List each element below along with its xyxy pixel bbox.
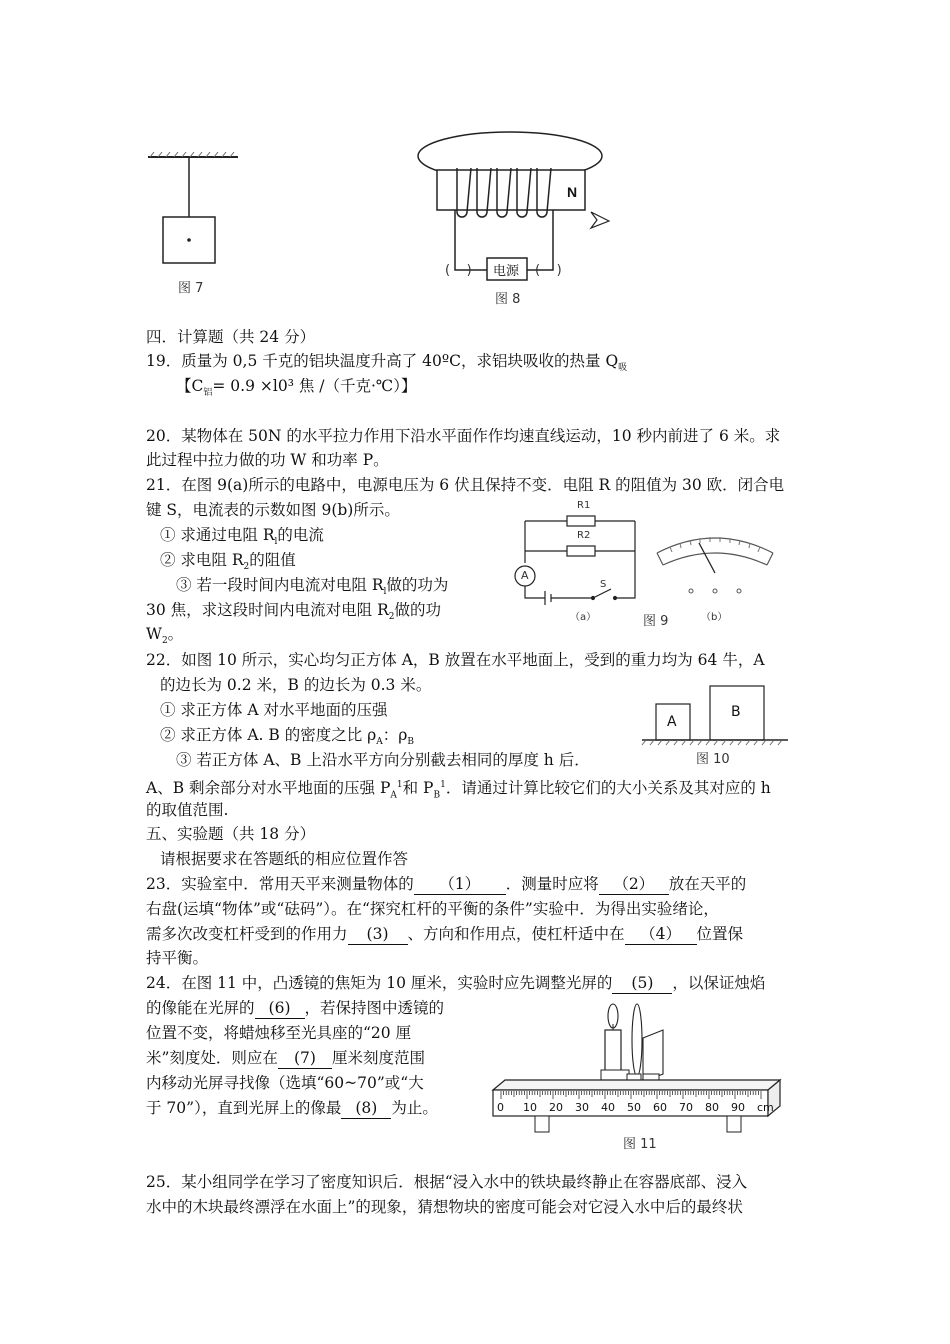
q24-line4: 米”刻度处．则应在 (7) 厘米刻度范围 — [146, 1049, 425, 1067]
bench-tick-label: cm — [757, 1101, 774, 1114]
q24-line1: 24．在图 11 中，凸透镜的焦矩为 10 厘米，实验时应先调整光屏的 (5) ，以保证烛焰 — [146, 974, 766, 992]
q22-item2: ② 求正方体 A. B 的密度之比 $\rho_A$：$\rho_B$ — [160, 726, 415, 748]
answer-blank-5[interactable]: (5) — [612, 973, 672, 994]
figure-8-right-paren: ( ) — [535, 263, 562, 278]
q25-line1: 25．某小组同学在学习了密度知识后．根据“浸入水中的铁块最终静止在容器底部、浸入 — [146, 1173, 748, 1191]
q21-line2: 键 S，电流表的示数如图 9(b)所示。 — [146, 501, 400, 519]
q21-item3-end: $W_2$。 — [146, 625, 184, 647]
figure-8-caption: 图 8 — [495, 292, 521, 307]
figure-9-r2-label: R2 — [577, 530, 591, 541]
bench-tick-label: 40 — [601, 1101, 615, 1114]
q23-line1: 23．实验室中．常用天平来测量物体的 （1） ．测量时应将 （2） 放在天平的 — [146, 875, 747, 893]
bench-tick-label: 20 — [549, 1101, 563, 1114]
q24-line5: 内移动光屏寻找像（选填“60~70”或“大 — [146, 1074, 424, 1092]
q19-line1: 19．质量为 0,5 千克的铝块温度升高了 40ºC，求铝块吸收的热量 $Q_吸$ — [146, 352, 628, 374]
q21-line1: 21．在图 9(a)所示的电路中，电源电压为 6 伏且保持不变．电阻 R 的阻值为 30 欧．闭合电 — [146, 476, 785, 494]
bench-tick-label: 80 — [705, 1101, 719, 1114]
answer-blank-3[interactable]: (3) — [348, 924, 408, 945]
figure-9-switch-label: S — [600, 579, 607, 590]
q22-line2: 的边长为 0.2 米，B 的边长为 0.3 米。 — [160, 676, 432, 694]
figure-10-a-label: A — [667, 714, 677, 730]
figure-10-caption: 图 10 — [696, 752, 730, 767]
bench-tick-label: 10 — [523, 1101, 537, 1114]
bench-tick-label: 90 — [731, 1101, 745, 1114]
figure-8-n-pole: N — [567, 184, 578, 200]
section-4-title: 四．计算题（共 24 分） — [146, 328, 316, 346]
answer-blank-4[interactable]: （4） — [625, 924, 697, 945]
section-5-title: 五、实验题（共 18 分） — [146, 825, 316, 843]
q22-line-last: 的取值范围. — [146, 801, 229, 819]
q21-item2: ② 求电阻 $R_2$的阻值 — [160, 551, 296, 573]
answer-blank-2[interactable]: （2） — [599, 874, 669, 895]
q23-line3: 需多次改变杠杆受到的作用力 (3) 、方向和作用点，使杠杆适中在 （4） 位置保 — [146, 925, 744, 943]
q24-line6: 于 70”），直到光屏上的像最 (8) 为止。 — [146, 1099, 438, 1117]
bench-tick-label: 50 — [627, 1101, 641, 1114]
q24-line3: 位置不变，将蜡烛移至光具座的“20 厘 — [146, 1024, 412, 1042]
q20-line2: 此过程中拉力做的功 W 和功率 P。 — [146, 451, 389, 469]
q21-item1: ① 求通过电阻 $R_l$的电流 — [160, 526, 324, 548]
q21-item3: ③ 若一段时间内电流对电阻 $R_l$做的功为 — [176, 576, 449, 598]
figure-11 — [485, 1000, 785, 1155]
bench-tick-label: 60 — [653, 1101, 667, 1114]
answer-blank-1[interactable]: （1） — [414, 874, 506, 895]
bench-tick-label: 30 — [575, 1101, 589, 1114]
figure-9-a-label: （a） — [570, 612, 597, 623]
q22-line1: 22．如图 10 所示，实心均匀正方体 A，B 放置在水平地面上，受到的重力均为 64 牛，A — [146, 651, 765, 669]
q22-line-after: A、B 剩余部分对水平地面的压强 $P_A^1$和 $P_B^1$．请通过计算比较它们的大小关系及其对应的 h — [146, 779, 771, 801]
figure-9 — [505, 500, 785, 629]
figure-7-caption: 图 7 — [178, 281, 204, 296]
q23-line2: 右盘(运填“物体”或“砝码”）。在“探究杠杆的平衡的条件”实验中．为得出实验绪论， — [146, 900, 719, 918]
q20-line1: 20．某物体在 50N 的水平拉力作用下沿水平面作作均速直线运动，10 秒内前进了 6 米。求 — [146, 427, 781, 445]
figure-10 — [640, 680, 790, 765]
q21-item3-cont: 30 焦，求这段时间内电流对电阻 $R_2$做的功 — [146, 601, 441, 623]
figure-11-drawing — [485, 1000, 785, 1155]
figure-8-drawing — [415, 128, 610, 308]
figure-9-caption: 图 9 — [643, 614, 669, 629]
answer-blank-7[interactable]: (7) — [278, 1048, 332, 1069]
q22-item3: ③ 若正方体 A、B 上沿水平方向分别截去相同的厚度 h 后． — [176, 751, 590, 769]
figure-9-r1-label: R1 — [577, 500, 591, 511]
figure-9-ammeter-label: A — [521, 569, 529, 582]
answer-blank-6[interactable]: (6) — [255, 998, 305, 1019]
figure-8-power-label: 电源 — [493, 264, 520, 279]
q25-line2: 水中的木块最终漂浮在水面上”的现象，猜想物块的密度可能会对它浸入水中后的最终状 — [146, 1198, 743, 1216]
figure-11-caption: 图 11 — [623, 1137, 657, 1152]
q23-line4: 持平衡。 — [146, 949, 209, 967]
q19-line2: 【$C_铝= 0.9 \times l0^3$ 焦 /（千克·℃）】 — [176, 377, 417, 399]
q24-line2: 的像能在光屏的 (6) ，若保持图中透镜的 — [146, 999, 445, 1017]
figure-9-b-label: （b） — [701, 612, 728, 623]
figure-10-b-label: B — [731, 704, 741, 720]
figure-8 — [415, 128, 610, 308]
section-5-note: 请根据要求在答题纸的相应位置作答 — [160, 850, 409, 868]
q22-item1: ① 求正方体 A 对水平地面的压强 — [160, 701, 388, 719]
bench-tick-label: 70 — [679, 1101, 693, 1114]
bench-tick-label: 0 — [497, 1101, 504, 1114]
figure-7 — [140, 145, 250, 305]
answer-blank-8[interactable]: (8) — [341, 1098, 391, 1119]
figure-8-left-paren: ( ) — [445, 263, 472, 278]
